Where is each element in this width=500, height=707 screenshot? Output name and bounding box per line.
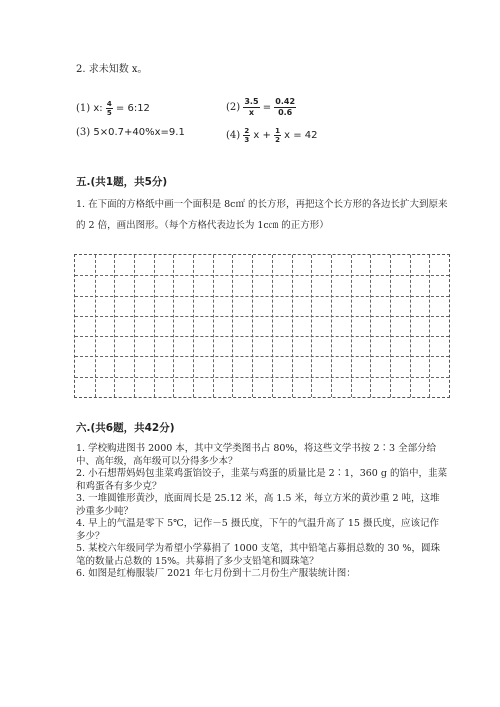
grid-line-vertical bbox=[154, 255, 155, 397]
grid-line-horizontal bbox=[75, 316, 449, 317]
equation-3 bbox=[76, 127, 185, 138]
grid-line-vertical bbox=[173, 255, 174, 397]
fraction-numerator: 2 bbox=[244, 127, 250, 135]
equation-1-fraction bbox=[106, 100, 113, 117]
grid-line-vertical bbox=[213, 255, 214, 397]
section-5-question-1: 1. 在下面的方格纸中画一个面积是 8c㎡ 的长方形，再把这个长方形的各边长扩大到原来的 2 倍，画出图形。（每个方格代表边长为 1c㎝ 的正方形） bbox=[76, 199, 448, 231]
equation-1-suffix: = 6:12 bbox=[115, 103, 150, 114]
grid-line-horizontal bbox=[75, 336, 449, 337]
section-5-heading: 五.(共1题，共5分) bbox=[76, 176, 168, 188]
fraction-numerator: 0.42 bbox=[275, 97, 296, 106]
grid-line-vertical bbox=[252, 255, 253, 397]
fraction-denominator: 5 bbox=[106, 109, 112, 117]
grid-line-horizontal bbox=[75, 296, 449, 297]
grid-line-vertical bbox=[331, 255, 332, 397]
equation-2-equals: = bbox=[262, 102, 272, 113]
section-6-question-4: 4. 早上的气温是零下 5℃，记作－5 摄氏度，下午的气温升高了 15 摄氏度，应该记作多少？ bbox=[76, 518, 439, 542]
grid-line-vertical bbox=[351, 255, 352, 397]
grid-line-horizontal bbox=[75, 356, 449, 357]
grid-line-horizontal bbox=[75, 377, 449, 378]
grid-line-vertical bbox=[232, 255, 233, 397]
equation-1-prefix: x: bbox=[93, 103, 103, 114]
equation-4-suffix: x = 42 bbox=[284, 130, 318, 141]
equation-4-label: (4) bbox=[226, 130, 241, 141]
equation-1 bbox=[76, 100, 150, 117]
equation-3-label: (3) bbox=[76, 127, 91, 138]
grid-line-vertical bbox=[95, 255, 96, 397]
equation-2-fraction-right bbox=[274, 97, 296, 118]
grid-line-horizontal bbox=[75, 275, 449, 276]
equation-4-fraction-1 bbox=[243, 127, 250, 144]
grid-line-vertical bbox=[429, 255, 430, 397]
fraction-denominator: 3 bbox=[244, 136, 250, 144]
grid-line-vertical bbox=[114, 255, 115, 397]
section-6-question-3: 3. 一堆圆锥形黄沙，底面周长是 25.12 米，高 1.5 米，每立方米的黄沙重 2 吨，这堆沙重多少吨？ bbox=[76, 493, 440, 517]
fraction-numerator: 1 bbox=[275, 127, 280, 135]
equation-1-label: (1) bbox=[76, 103, 91, 114]
equation-4 bbox=[226, 127, 318, 144]
section-6-question-6: 6. 如图是红梅服装厂 2021 年七月份到十二月份生产服装统计图： bbox=[76, 568, 356, 579]
fraction-denominator: 2 bbox=[275, 136, 280, 144]
question-2-title: 2. 求未知数 x。 bbox=[76, 64, 148, 75]
grid-line-vertical bbox=[272, 255, 273, 397]
equation-3-text: 5×0.7+40%x=9.1 bbox=[93, 127, 185, 138]
grid-line-vertical bbox=[193, 255, 194, 397]
section-6-question-5: 5. 某校六年级同学为希望小学募捐了 1000 支笔，其中铅笔占募捐总数的 30 %，圆珠笔的数量占总数的 15%。共募捐了多少支铅笔和圆珠笔？ bbox=[76, 543, 440, 567]
grid-paper[interactable] bbox=[74, 254, 450, 398]
fraction-numerator: 3.5 bbox=[244, 97, 259, 106]
grid-line-vertical bbox=[134, 255, 135, 397]
section-6-question-2: 2. 小石想帮妈妈包韭菜鸡蛋馅饺子，韭菜与鸡蛋的质量比是 2∶1，360 g 的馅中，韭菜和鸡蛋各有多少克？ bbox=[76, 468, 447, 492]
section-6-heading: 六.(共6题，共42分) bbox=[76, 422, 175, 434]
equation-2-fraction-left bbox=[243, 97, 259, 118]
equation-2 bbox=[226, 97, 296, 118]
grid-line-vertical bbox=[292, 255, 293, 397]
fraction-denominator: x bbox=[248, 108, 255, 117]
section-6-question-list bbox=[76, 443, 448, 581]
grid-line-vertical bbox=[410, 255, 411, 397]
equation-4-fraction-2 bbox=[274, 127, 281, 144]
equation-4-middle: x + bbox=[253, 130, 271, 141]
grid-line-vertical bbox=[370, 255, 371, 397]
grid-line-vertical bbox=[390, 255, 391, 397]
equation-2-label: (2) bbox=[226, 102, 241, 113]
section-6-question-1: 1. 学校购进图书 2000 本，其中文学类图书占 80%，将这些文学书按 2∶3 全部分给中、高年级，高年级可以分得多少本？ bbox=[76, 443, 437, 467]
fraction-denominator: 0.6 bbox=[278, 108, 293, 117]
fraction-numerator: 4 bbox=[106, 100, 112, 108]
grid-line-vertical bbox=[311, 255, 312, 397]
